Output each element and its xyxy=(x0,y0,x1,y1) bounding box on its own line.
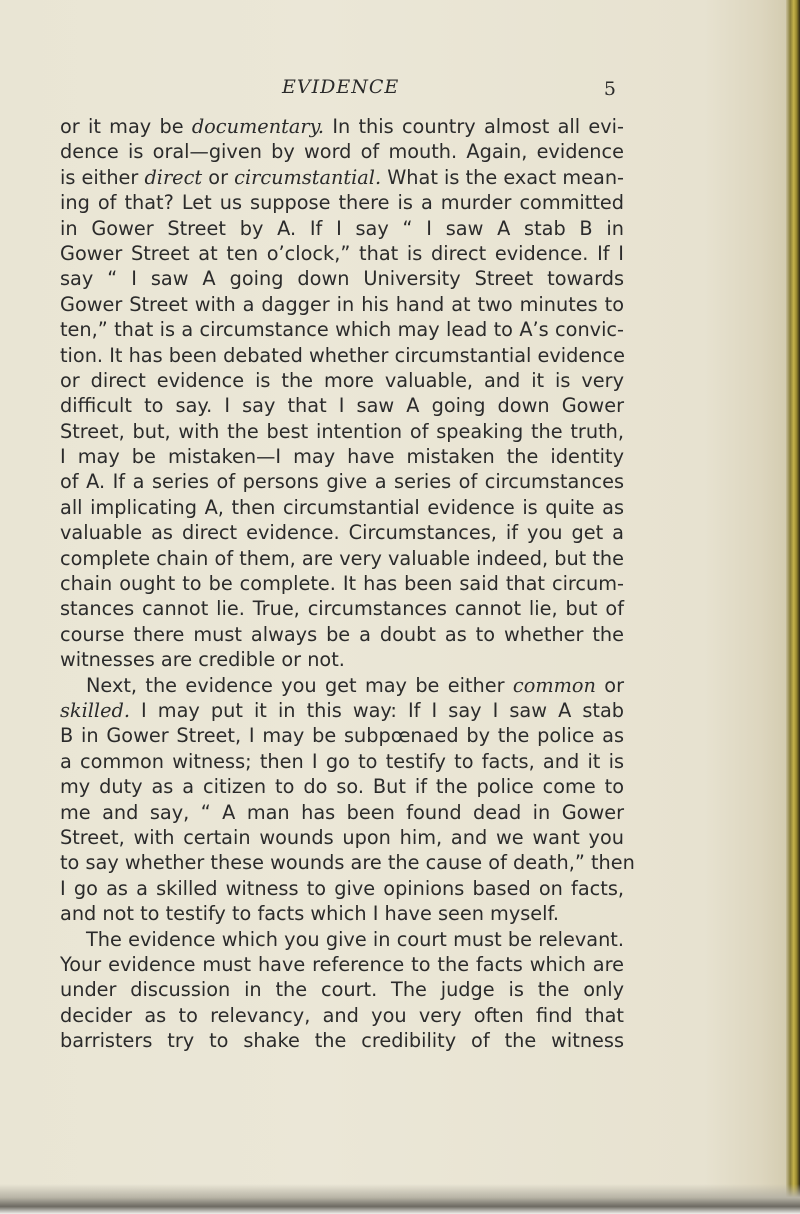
text-line xyxy=(60,241,624,266)
text-run: or xyxy=(202,165,235,189)
text-line xyxy=(60,571,624,596)
text-run: is either xyxy=(60,165,145,189)
page-number: 5 xyxy=(603,78,616,100)
text-line xyxy=(60,647,624,672)
text-line xyxy=(60,774,624,799)
text-line xyxy=(60,876,624,901)
text-line xyxy=(60,927,624,952)
text-line xyxy=(60,698,624,723)
text-run: in Gower Street by A. If I say “ I saw A stab B in xyxy=(60,216,624,240)
chapter-title: EVIDENCE xyxy=(282,76,400,98)
text-run: Street, with certain wounds upon him, and we want you xyxy=(60,825,624,849)
text-line xyxy=(60,723,624,748)
text-run: What is the exact mean- xyxy=(381,165,625,189)
text-line xyxy=(60,216,624,241)
text-run: Gower Street with a dagger in his hand at two minutes to xyxy=(60,292,624,316)
text-run: stances cannot lie. True, circumstances cannot lie, but of xyxy=(60,597,624,621)
page-edge-shadow xyxy=(786,0,800,1214)
text-run: witnesses are credible or not. xyxy=(60,648,345,672)
text-run: ing of that? Let us suppose there is a murder committed xyxy=(60,191,624,215)
text-line xyxy=(60,190,624,215)
text-run: chain ought to be complete. It has been said that circum- xyxy=(60,572,624,596)
text-line xyxy=(60,165,624,190)
text-run: The evidence which you give in court must be relevant. xyxy=(86,927,624,951)
text-line xyxy=(60,469,624,494)
text-run: dence is oral—given by word of mouth. Again, evidence xyxy=(60,140,624,164)
running-head xyxy=(60,76,620,106)
text-run: Next, the evidence you get may be either xyxy=(86,673,513,697)
text-line xyxy=(60,977,624,1002)
text-line xyxy=(60,444,624,469)
text-line xyxy=(60,520,624,545)
text-run: In this country almost all evi- xyxy=(324,115,624,138)
text-line xyxy=(60,850,635,875)
text-line xyxy=(60,368,624,393)
text-run: my duty as a citizen to do so. But if the police come to xyxy=(60,775,624,799)
italic-term: common xyxy=(512,673,596,697)
text-run: or it may be xyxy=(60,115,192,138)
text-line xyxy=(60,749,624,774)
text-line xyxy=(60,596,624,621)
text-run: say “ I saw A going down University Street towards xyxy=(60,267,624,291)
italic-term: documentary. xyxy=(191,115,325,138)
text-line xyxy=(60,800,624,825)
text-line xyxy=(60,419,624,444)
text-run: to say whether these wounds are the cause of death,” then xyxy=(60,851,635,875)
text-line xyxy=(60,622,624,647)
text-line xyxy=(60,1028,624,1053)
text-run: I may be mistaken—I may have mistaken the identity xyxy=(60,445,624,469)
text-run: I may put it in this way: If I say I saw A stab xyxy=(129,698,624,722)
body-text xyxy=(60,114,635,1053)
italic-term: circumstantial. xyxy=(234,165,382,189)
text-run: difficult to say. I say that I saw A going down Gower xyxy=(60,394,624,418)
text-line xyxy=(60,393,624,418)
text-line xyxy=(60,825,624,850)
text-run: course there must always be a doubt as to whether the xyxy=(60,622,624,646)
page-bottom-edge xyxy=(0,1184,800,1214)
text-line xyxy=(60,546,624,571)
text-run: I go as a skilled witness to give opinions based on facts, xyxy=(60,876,624,900)
text-run: me and say, “ A man has been found dead in Gower xyxy=(60,800,624,824)
text-run: and not to testify to facts which I have seen myself. xyxy=(60,902,560,926)
text-run: ten,” that is a circumstance which may lead to A’s convic- xyxy=(60,318,624,342)
text-run: a common witness; then I go to testify to facts, and it is xyxy=(60,749,624,773)
text-line xyxy=(60,673,624,698)
text-run: barristers try to shake the credibility of the witness xyxy=(60,1029,624,1053)
text-run: decider as to relevancy, and you very often find that xyxy=(60,1003,624,1027)
text-run: Street, but, with the best intention of speaking the truth, xyxy=(60,419,624,443)
text-run: B in Gower Street, I may be subpœnaed by the police as xyxy=(60,724,624,748)
text-run: valuable as direct evidence. Circumstances, if you get a xyxy=(60,521,624,545)
text-run: of A. If a series of persons give a series of circumstances xyxy=(60,470,624,494)
text-line xyxy=(60,901,624,926)
text-run: under discussion in the court. The judge is the only xyxy=(60,978,624,1002)
text-line xyxy=(60,343,624,368)
text-line xyxy=(60,139,624,164)
text-line xyxy=(60,114,624,139)
text-line xyxy=(60,1003,624,1028)
text-run: all implicating A, then circumstantial evidence is quite as xyxy=(60,495,624,519)
italic-term: skilled. xyxy=(60,698,130,722)
text-run: complete chain of them, are very valuable indeed, but the xyxy=(60,546,625,570)
italic-term: direct xyxy=(144,165,203,189)
text-run: tion. It has been debated whether circumstantial evidence xyxy=(60,343,625,367)
text-run: Your evidence must have reference to the facts which are xyxy=(60,952,624,976)
text-line xyxy=(60,317,624,342)
text-line xyxy=(60,495,624,520)
text-run: Gower Street at ten o’clock,” that is direct evidence. If I xyxy=(60,241,624,265)
text-line xyxy=(60,266,624,291)
text-run: or xyxy=(595,673,624,697)
text-run: or direct evidence is the more valuable, and it is very xyxy=(60,368,624,392)
text-line xyxy=(60,952,624,977)
text-line xyxy=(60,292,624,317)
